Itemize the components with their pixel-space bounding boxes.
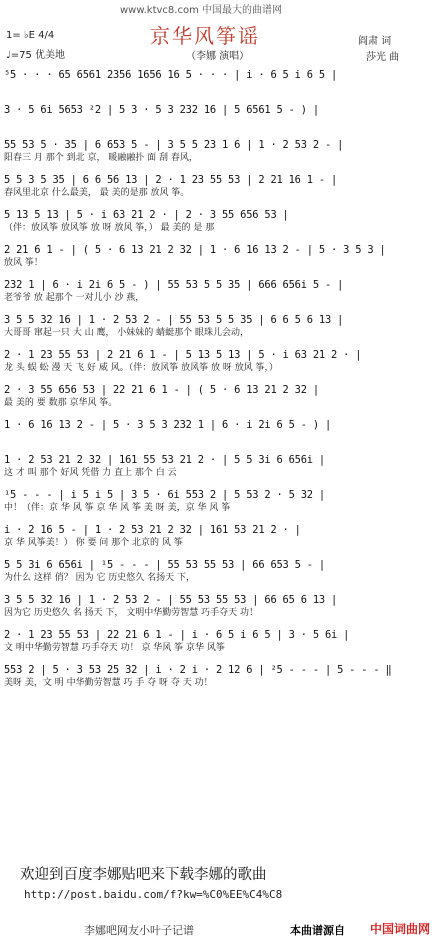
lyric-line: 放风 筝！ xyxy=(4,258,43,268)
notation-line: 2 · 1 23 55 53 | 22 21 6 1 - | i · 6 5 i 6 5 | 3 · 5 6i | xyxy=(4,629,350,641)
song-title: 京华风筝谣 xyxy=(150,24,260,48)
lyric-line: 中！（伴：京 华 风 筝 京 华 风 筝 美 呀 美，京 华 风 筝 xyxy=(4,503,231,513)
lyricist: 阎肃 词 xyxy=(358,36,392,47)
notation-line: i · 2 16 5 - | 1 · 2 53 21 2 32 | 161 53 21 2 · | xyxy=(4,524,301,536)
notation-line: 3 · 5 6i 5653 ²2 | 5 3 · 5 3 232 16 | 5 6561 5 - ) | xyxy=(4,104,319,116)
lyric-line: 大哥哥 窜起一只 大 山 鹰， 小妹妹的 蜻蜓那个 眼珠儿会动， xyxy=(4,328,250,338)
notation-line: 3 5 5 32 16 | 1 · 2 53 2 - | 55 53 5 5 35 | 6 6 5 6 13 | xyxy=(4,314,344,326)
notation-line: 2 · 1 23 55 53 | 2 21 6 1 - | 5 13 5 13 | 5 · i 63 21 2 · | xyxy=(4,349,362,361)
notation-line: 5 13 5 13 | 5 · i 63 21 2 · | 2 · 3 55 656 53 | xyxy=(4,209,289,221)
lyric-line: （伴：放风筝 放风筝 放 呀 放风 筝，） 最 美的 是 那 xyxy=(4,223,215,233)
lyric-line: 为什么 这样 俏？ 因为 它 历史悠久 名扬天 下， xyxy=(4,573,196,583)
site-brand: 中国词曲网 xyxy=(370,922,431,936)
notation-line: 3 5 5 32 16 | 1 · 2 53 2 - | 55 53 55 53 | 66 65 6 13 | xyxy=(4,594,338,606)
tieba-url[interactable]: http://post.baidu.com/f?kw=%C0%EE%C4%C8 xyxy=(24,888,283,901)
notation-line: 55 53 5 · 35 | 6 653 5 - | 3 5 5 23 1 6 | 1 · 2 53 2 - | xyxy=(4,139,344,151)
lyric-line: 这 才 叫 那个 好风 凭借 力 直上 那个 白 云 xyxy=(4,468,177,478)
lyric-line: 美呀 美，文 明 中华勤劳智慧 巧 手 夺 呀 夺 天 功！ xyxy=(4,678,213,688)
notation-line: ⁵5 · · · 65 6561 2356 1656 16 5 · · · | i · 6 5 i 6 5 | xyxy=(4,69,338,81)
notation-line: 5 5 3i 6 656i | ¹5 - - - | 55 53 55 53 | 66 653 5 - | xyxy=(4,559,325,571)
lyric-line: 京 华 风筝美！） 你 要 问 那个 北京的 风 筝 xyxy=(4,538,183,548)
notation-line: 553 2 | 5 · 3 53 25 32 | i · 2 i · 2 12 6 | ²5 - - - | 5 - - - ‖ xyxy=(4,664,392,676)
lyric-line: 阳春三 月 那个 到北 京， 暖融融扑 面 刮 春风， xyxy=(4,153,198,163)
lyric-line: 龙 头 蜈 蚣 漫 天 飞 好 威 风。（伴：放风筝 放风筝 放 呀 放风 筝，） xyxy=(4,363,279,373)
notation-line: 232 1 | 6 · i 2i 6 5 - ) | 55 53 5 5 35 | 666 656i 5 - | xyxy=(4,279,344,291)
performer: （李娜 演唱） xyxy=(186,51,250,62)
lyric-line: 因为它 历史悠久 名 扬天 下， 文明中华勤劳智慧 巧手夺天 功！ xyxy=(4,608,259,618)
lyric-line: 文 明中华勤劳智慧 巧手夺天 功！ 京 华风 筝 京华 风筝 xyxy=(4,643,225,653)
notation-line: 5 5 3 5 35 | 6 6 56 13 | 2 · 1 23 55 53 | 2 21 16 1 - | xyxy=(4,174,338,186)
score-body xyxy=(4,64,444,694)
notation-line: 2 · 3 55 656 53 | 22 21 6 1 - | ( 5 · 6 13 21 2 32 | xyxy=(4,384,319,396)
lyric-line: 老爷爷 放 起那个 一对儿小 沙 燕， xyxy=(4,293,145,303)
lyric-line: 最 美的 要 数那 京华风 筝。 xyxy=(4,398,118,408)
notation-line: ¹5 - - - | i 5 i 5 | 3 5 · 6i 553 2 | 5 53 2 · 5 32 | xyxy=(4,489,325,501)
line-spacer xyxy=(4,690,444,694)
tempo-marking: ♩=75 优美地 xyxy=(6,50,65,61)
site-watermark: www.ktvc8.com 中国最大的曲谱网 xyxy=(120,5,283,16)
source-label: 本曲谱源自 xyxy=(290,924,345,937)
download-invitation: 欢迎到百度李娜贴吧来下载李娜的歌曲 xyxy=(20,867,267,883)
notation-line: 1 · 2 53 21 2 32 | 161 55 53 21 2 · | 5 5 3i 6 656i | xyxy=(4,454,325,466)
key-signature: 1= ♭E 4/4 xyxy=(6,30,55,41)
lyric-line: 春风里北京 什么最美， 最 美的是那 放风 筝。 xyxy=(4,188,190,198)
composer: 莎光 曲 xyxy=(366,52,400,63)
transcriber-credit: 李娜吧网友小叶子记谱 xyxy=(84,924,194,937)
notation-line: 1 · 6 16 13 2 - | 5 · 3 5 3 232 1 | 6 · i 2i 6 5 - ) | xyxy=(4,419,332,431)
notation-line: 2 21 6 1 - | ( 5 · 6 13 21 2 32 | 1 · 6 16 13 2 - | 5 · 3 5 3 | xyxy=(4,244,386,256)
